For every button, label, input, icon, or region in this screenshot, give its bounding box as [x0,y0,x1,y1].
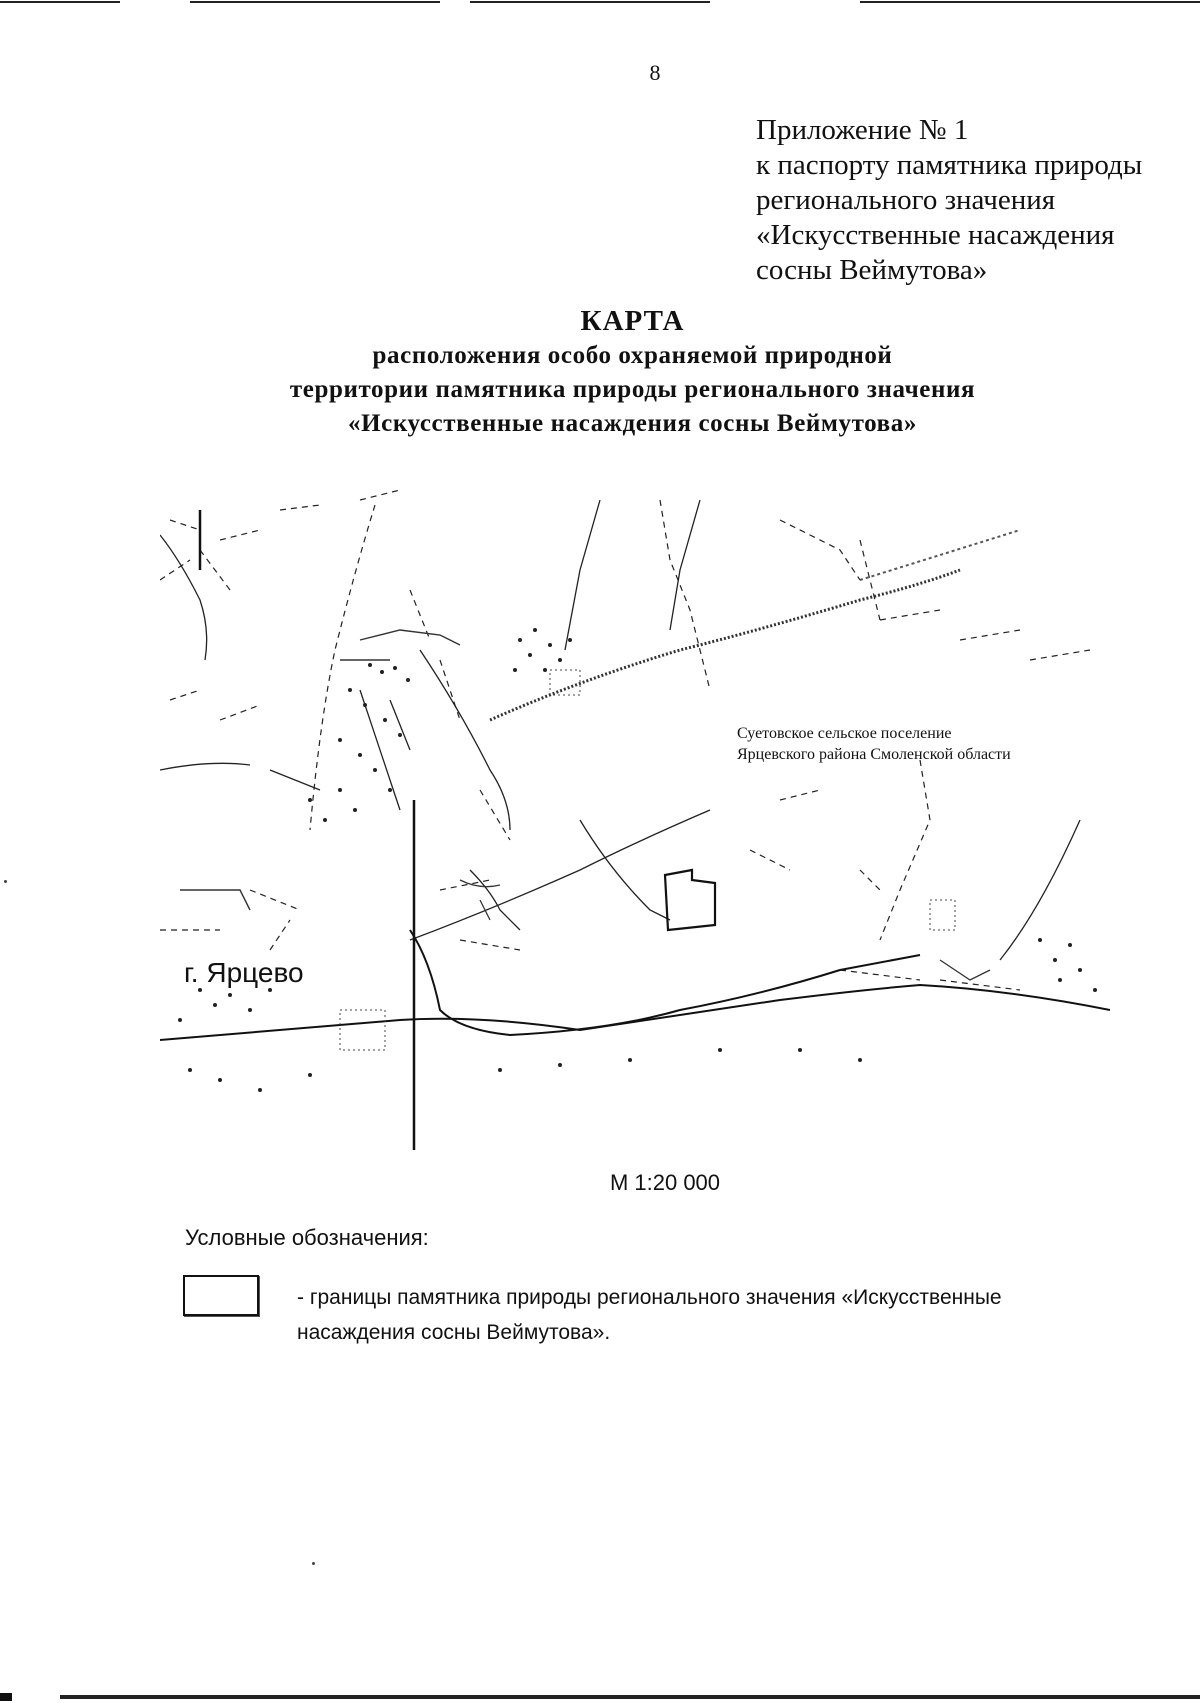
map-stream [360,690,410,810]
appendix-line: «Искусственные насаждения [756,219,1115,251]
map-building [363,703,367,707]
map-building [308,798,312,802]
map-building [518,638,522,642]
map-railway [860,530,1020,580]
map-road [160,550,260,720]
map-block [930,900,955,930]
map-road [470,870,520,930]
settlement-label-line: Ярцевского района Смоленской области [737,746,1011,763]
map-building [628,1058,632,1062]
map-block [340,1010,385,1050]
map-building [178,1018,182,1022]
map-building [228,993,232,997]
location-map [160,490,1110,1150]
map-scale: М 1:20 000 [609,1170,721,1195]
map-building [568,638,572,642]
protected-area-boundary [665,870,715,930]
map-highway [160,985,1110,1040]
legend-boundary-swatch [183,1275,259,1316]
map-building [373,768,377,772]
map-road [180,890,250,910]
map-road [940,960,990,980]
map-building [358,753,362,757]
map-building [1093,988,1097,992]
map-building [513,668,517,672]
city-label: г. Ярцево [184,957,304,988]
map-building [388,788,392,792]
map-building [188,1068,192,1072]
map-building [858,1058,862,1062]
page-number: 8 [649,60,661,85]
map-building [353,808,357,812]
scan-bottom-mark [0,1693,12,1701]
map-road [170,490,420,540]
map-building [528,653,532,657]
appendix-line: Приложение № 1 [756,114,969,146]
map-stream [670,500,700,630]
map-stream [160,763,320,790]
appendix-line: регионального значения [756,184,1056,216]
map-building [798,1048,802,1052]
map-road [160,890,300,950]
title-line: «Искусственные насаждения сосны Веймутова» [348,410,917,437]
map-building [558,1063,562,1067]
map-building [213,1003,217,1007]
map-stream [565,500,600,650]
map-road [440,880,520,950]
settlement-label [737,723,1011,765]
legend-title: Условные обозначения: [185,1225,429,1250]
title-main: КАРТА [580,305,685,337]
map-stream [420,650,510,830]
map-building [383,718,387,722]
map-road [780,520,880,620]
map-building [380,670,384,674]
map-building [258,1088,262,1092]
map-building [248,1008,252,1012]
map-road [660,500,710,690]
map-building [338,738,342,742]
map-road [840,970,1020,990]
map-road [340,630,460,660]
map-road [880,610,1090,660]
map-building [393,666,397,670]
map-building [338,788,342,792]
map-building [1078,968,1082,972]
appendix-line: сосны Веймутова» [756,254,988,286]
map-road [880,760,930,940]
title-line: территории памятника природы регионального значения [289,376,976,403]
map-building [406,678,410,682]
scan-bottom-edge [60,1695,1200,1699]
map-building [718,1048,722,1052]
map-building [368,663,372,667]
scan-speck [312,1562,315,1565]
map-road [310,505,375,830]
map-building [398,733,402,737]
map-building [308,1073,312,1077]
appendix-note [756,113,1176,288]
scan-speck [4,880,7,883]
settlement-label-line: Суетовское сельское поселение [737,725,952,742]
map-railway [490,570,960,720]
map-building [1038,938,1042,942]
appendix-line: к паспорту памятника природы [756,149,1143,181]
map-building [1058,978,1062,982]
document-title [0,303,1200,441]
map-road [580,820,670,920]
map-building [498,1068,502,1072]
scan-top-edge [0,0,1200,6]
map-building [1053,958,1057,962]
map-block [550,670,580,695]
map-drawing [160,490,1110,1150]
legend-item-text: - границы памятника природы регионального значения «Искусственные насаждения сосны Веймутова». [297,1286,1002,1344]
map-road [750,790,880,890]
map-building [348,688,352,692]
map-building [543,668,547,672]
map-building [1068,943,1072,947]
title-line: расположения особо охраняемой природной [372,342,893,369]
map-building [548,643,552,647]
map-building [218,1078,222,1082]
map-building [533,628,537,632]
map-building [558,658,562,662]
map-building [323,818,327,822]
